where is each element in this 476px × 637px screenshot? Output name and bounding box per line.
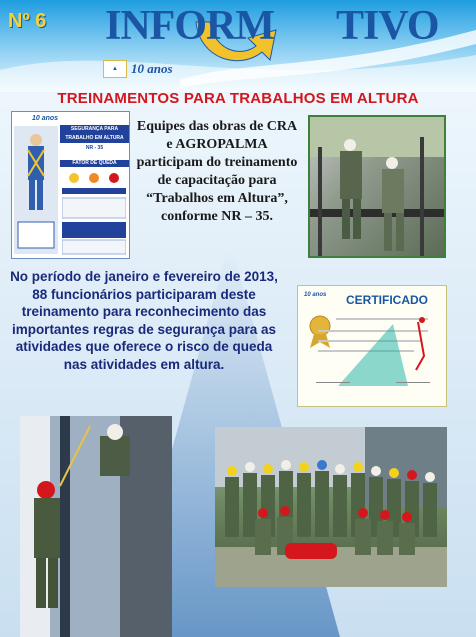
safety-poster-image <box>11 111 130 259</box>
header-banner <box>0 0 476 92</box>
group-photo-scene <box>215 427 447 587</box>
poster-anos: 10 anos <box>12 114 129 124</box>
worker-climbing-photo <box>20 416 172 637</box>
masthead-title <box>105 2 439 50</box>
certificate-anos: 10 anos <box>304 292 327 298</box>
issue-number: Nº 6 <box>8 10 47 32</box>
body-text: No período de janeiro e fevereiro de 2013, 88 funcionários participaram deste treinamento para reconhecimento das importantes regras de segurança para as atividades que oferece o risco de queda nas atividades em altura. <box>10 269 278 372</box>
poster-title: SEGURANÇA PARA TRABALHO EM ALTURA <box>60 125 129 143</box>
logo-anos: 10 anos <box>131 61 173 76</box>
company-logo <box>103 60 173 78</box>
blurb-text: Equipes das obras de CRA e AGROPALMA participam do treinamento de capacitação para “Trabalhos em Altura”, conforme NR – 35. <box>136 119 298 224</box>
certificate-decoration <box>298 286 446 406</box>
certificate-image <box>297 285 447 407</box>
poster-fator: FATOR DE QUEDA <box>60 160 129 167</box>
poster-diagrams <box>62 170 126 256</box>
workers-photo-top-scene <box>310 117 444 256</box>
masthead-right: TIVO <box>335 3 439 49</box>
poster-nr: NR - 35 <box>60 144 129 153</box>
certificate-title: CERTIFICADO <box>346 293 428 307</box>
section-heading: TREINAMENTOS PARA TRABALHOS EM ALTURA <box>57 90 419 107</box>
harness-figure-icon <box>14 126 58 254</box>
workers-photo-top <box>308 115 446 258</box>
worker-climbing-scene <box>20 416 172 637</box>
masthead-left: INFORM <box>105 3 274 49</box>
group-photo <box>215 427 447 587</box>
logo-mark-icon: ▲ <box>103 60 127 78</box>
